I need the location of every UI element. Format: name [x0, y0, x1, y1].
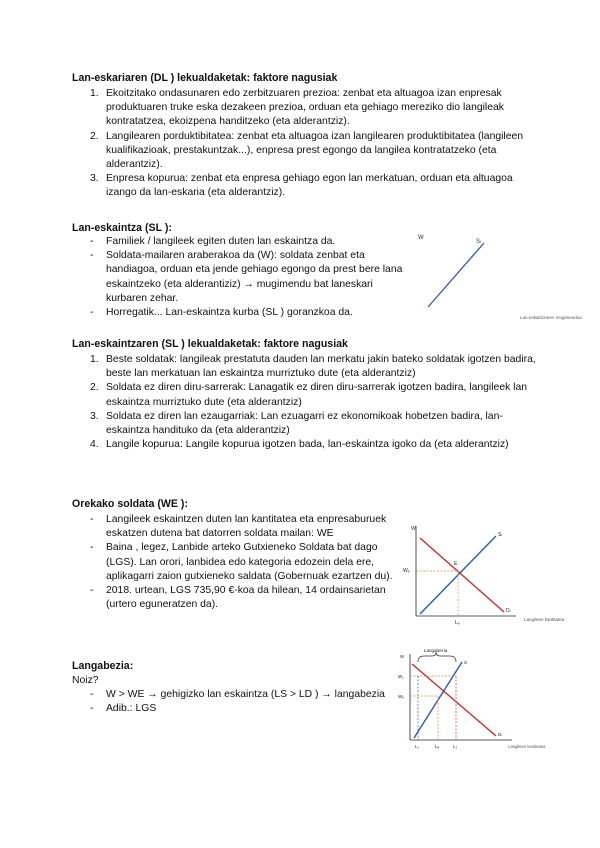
sl-supply-chart	[410, 225, 582, 325]
list-item: - Horregatik... Lan-eskaintza kurba (SL ) goranzkoa da.	[90, 307, 353, 319]
supply-curve-label: Sₗ	[476, 239, 481, 245]
chart-y-label: W	[418, 235, 424, 241]
demand-label: Dₗ	[498, 732, 502, 737]
list-item: - Langileek eskaintzen duten lan kantitatea eta enpresaburuek eskatzen dutena bat datorren soldata mailan: WE	[90, 514, 387, 540]
list-item: - Familiek / langileek egiten duten lan eskaintza da.	[90, 236, 336, 247]
dl-factors-list	[72, 87, 532, 201]
langabezia-title: Langabezia:	[72, 660, 134, 672]
list-item: - 2018. urtean, LGS 735,90 €-koa da hilean, 14 ordainsarietan (urtero eguneratzen da).	[90, 585, 386, 611]
list-item: 1. Ekoitzitako ondasunaren edo zerbitzuaren prezioa: zenbat eta altuagoa izan enpresak produktuaren truke eska dezakeen prezioa, orduan eta gehiago mereziko dio langileak kontratatzea, ekoizpena handitzeko (eta alderantziz).	[90, 88, 504, 128]
demand-label: Dₗ	[506, 608, 511, 614]
list-item: - Soldata-mailaren araberakoa da (W): soldata zenbat eta handiagoa, orduan eta jende gehiago egongo da prest bere lana eskaintzeko (eta alderantiziz) → mugimendu bat laneskari kurbaren zehar.	[90, 250, 403, 304]
dl-section-title: Lan-eskariaren (DL ) lekualdaketak: faktore nagusiak	[72, 72, 338, 84]
l2-label: L₂	[453, 744, 458, 749]
equilibrium-chart	[398, 518, 565, 634]
l1-label: L₁	[415, 744, 420, 749]
chart-x-label: Langileen kantitatea	[524, 617, 565, 622]
we-list	[72, 513, 398, 612]
list-item: 3. Soldata ez diren lan ezaugarriak: Lan ezuagarri ez ekonomikoak hobetzen badira, lan-eskaintza handituko da (eta alderantziz)	[90, 410, 503, 437]
we-section-title: Orekako soldata (WE ):	[72, 498, 188, 510]
chart-x-label: Lan-eskaintzaren mugimendua	[520, 315, 582, 320]
supply-label: Sₗ	[498, 532, 503, 538]
bracket-label: Langabezia	[424, 648, 448, 653]
chart-x-label: Langileen kantitatea	[508, 744, 546, 749]
chart-y-label: W	[400, 654, 405, 659]
list-item: - Baina , legez, Lanbide arteko Gutxieneko Soldata bat dago (LGS). Lan orori, lanbidea edo kategoria edozein dela ere, aplikagarri zaion gutxieneko saldata (Gobernuak ezartzen du).	[90, 542, 393, 582]
chart-y-label: W	[411, 526, 416, 532]
list-item: 2. Soldata ez diren diru-sarrerak: Lanagatik ez diren diru-sarrerak igotzen badira, langileek lan eskaintza murriztuko dute (eta alderantziz)	[90, 382, 528, 408]
list-item: - Adib.: LGS	[90, 703, 157, 715]
sl-list	[72, 235, 412, 320]
w1-label: W₁	[398, 674, 404, 679]
langabezia-list	[72, 688, 392, 716]
list-item: 4. Langile kopurua: Langile kopurua igotzen bada, lan-eskaintza igoko da (eta alderantziz)	[90, 439, 509, 451]
we-label: Wₑ	[398, 694, 404, 699]
we-label: Wₑ	[403, 568, 410, 574]
equilibrium-point-label: E	[454, 561, 458, 567]
list-item: 2. Langilearen porduktibitatea: zenbat eta altuagoa izan langilearen produktibitatea (langileen kualifikazioak, prestakuntzak...), enpresa prest egongo da langilea kontratatzeko (eta alderantziz).	[90, 130, 524, 171]
unemployment-chart	[392, 644, 560, 756]
supply-label: S	[464, 660, 468, 665]
list-item: - W > WE → gehigizko lan eskaintza (LS > LD ) → langabezia	[90, 689, 385, 700]
unemployment-bracket	[418, 652, 456, 662]
le-label: Lₑ	[435, 744, 440, 749]
le-label: Lₑ	[455, 620, 460, 626]
langabezia-question: Noiz?	[72, 675, 99, 686]
sl-factors-title: Lan-eskaintzaren (SL ) lekualdaketak: faktore nagusiak	[72, 338, 348, 350]
sl-section-title: Lan-eskaintza (SL ):	[72, 222, 172, 234]
supply-curve	[428, 243, 484, 307]
list-item: 3. Enpresa kopurua: zenbat eta enpresa gehiago egon lan merkatuan, orduan eta altuagoa izango da lan-eskaria (eta alderantziz).	[90, 173, 513, 199]
list-item: 1. Beste soldatak: langileak prestatuta dauden lan merkatu jakin bateko soldatak igotzen badira, beste lan merkatuan lan eskaintza murriztuko dute (eta alderantziz)	[90, 354, 536, 380]
sl-factors-list	[72, 353, 542, 452]
